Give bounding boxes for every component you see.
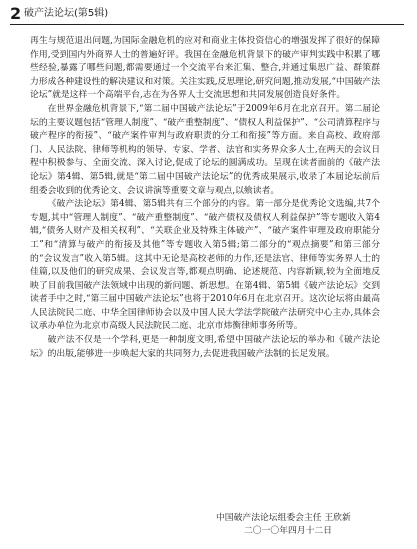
running-title: 破产法论坛(第5辑) xyxy=(24,8,109,19)
paragraph: 在世界金融危机背景下,“第二届中国破产法论坛”于2009年6月在北京召开。第二届论坛的主要议题包括“管理人制度”、“破产重整制度”、“债权人利益保护”、“公司清算程序与破产程序的衔接”、“破产案件审判与政府职责的分工和衔接”等方面。来自高校、政府部门、人民法院、律师等机构的领导、专家、学者、法官和实务界众多人士,在两天的会议日程中积极参与、全面交流、深入讨论,促成了论坛的圆满成功。呈现在读者面前的《破产法论坛》第4辑、第5辑,就是“第二届中国破产法论坛”的优秀成果展示,收录了本届论坛前后组委会收到的优秀论文、会议讲演等重要文章与观点,以飨读者。 xyxy=(30,103,380,196)
page-header xyxy=(10,4,404,25)
paragraph-continuation: 再生与规范退出问题,为国际金融危机的应对和商业主体投资信心的增强发挥了很好的保障作用,受到国内外商界人士的普遍好评。我国在金融危机背景下的破产审判实践中积累了哪些经验,暴露了哪些问题,都需要通过一个交流平台来汇集、整合,并通过集思广益、群策群力形成各种建设性的解决建议和对策。关注实践,反思理论,研究问题,推动发展,“中国破产法论坛”就是这样一个高端平台,志在为各界人士交流思想和共同发展创造良好条件。 xyxy=(30,36,380,101)
page-number: 2 xyxy=(10,4,22,23)
signature-author: 中国破产法论坛组委会主任 王欣新 xyxy=(216,513,351,523)
signature-block xyxy=(216,512,351,538)
signature-date: 二〇一〇年四月十二日 xyxy=(244,526,332,536)
paragraph: 《破产法论坛》第4辑、第5辑共有三个部分的内容。第一部分是优秀论文选编,共7个专题,其中“管理人制度”、“破产重整制度”、“破产债权及债权人利益保护”等专题收入第4辑,“债务人财产及相关权利”、“关联企业及特殊主体破产”、“破产案件审理及政府职能分工”和“清算与破产的衔接及其他”等专题收入第5辑;第二部分的“观点摘要”和第三部分的“会议发言”收入第5辑。这其中无论是高校老师的力作,还是法官、律师等实务界人士的佳篇,以及他们的研究成果、会议发言等,都观点明确、论述规范、内容新颖,较为全面地反映了目前我国破产法领域中出现的新问题、新思想。在第4辑、第5辑《破产法论坛》交到读者手中之时,“第三届中国破产法论坛”也将于2010年6月在北京召开。这次论坛将由最高人民法院民二庭、中华全国律师协会以及中国人民大学法学院破产法研究中心主办,具体会议承办单位为北京市高级人民法院民二庭、北京市炜衡律师事务所等。 xyxy=(30,199,380,332)
body-text xyxy=(30,35,380,361)
paragraph: 破产法不仅是一个学科,更是一种制度文明,希望中国破产法论坛的举办和《破产法论坛》的出版,能够进一步唤起大家的共同努力,去促进我国破产法制的长足发展。 xyxy=(30,335,380,359)
